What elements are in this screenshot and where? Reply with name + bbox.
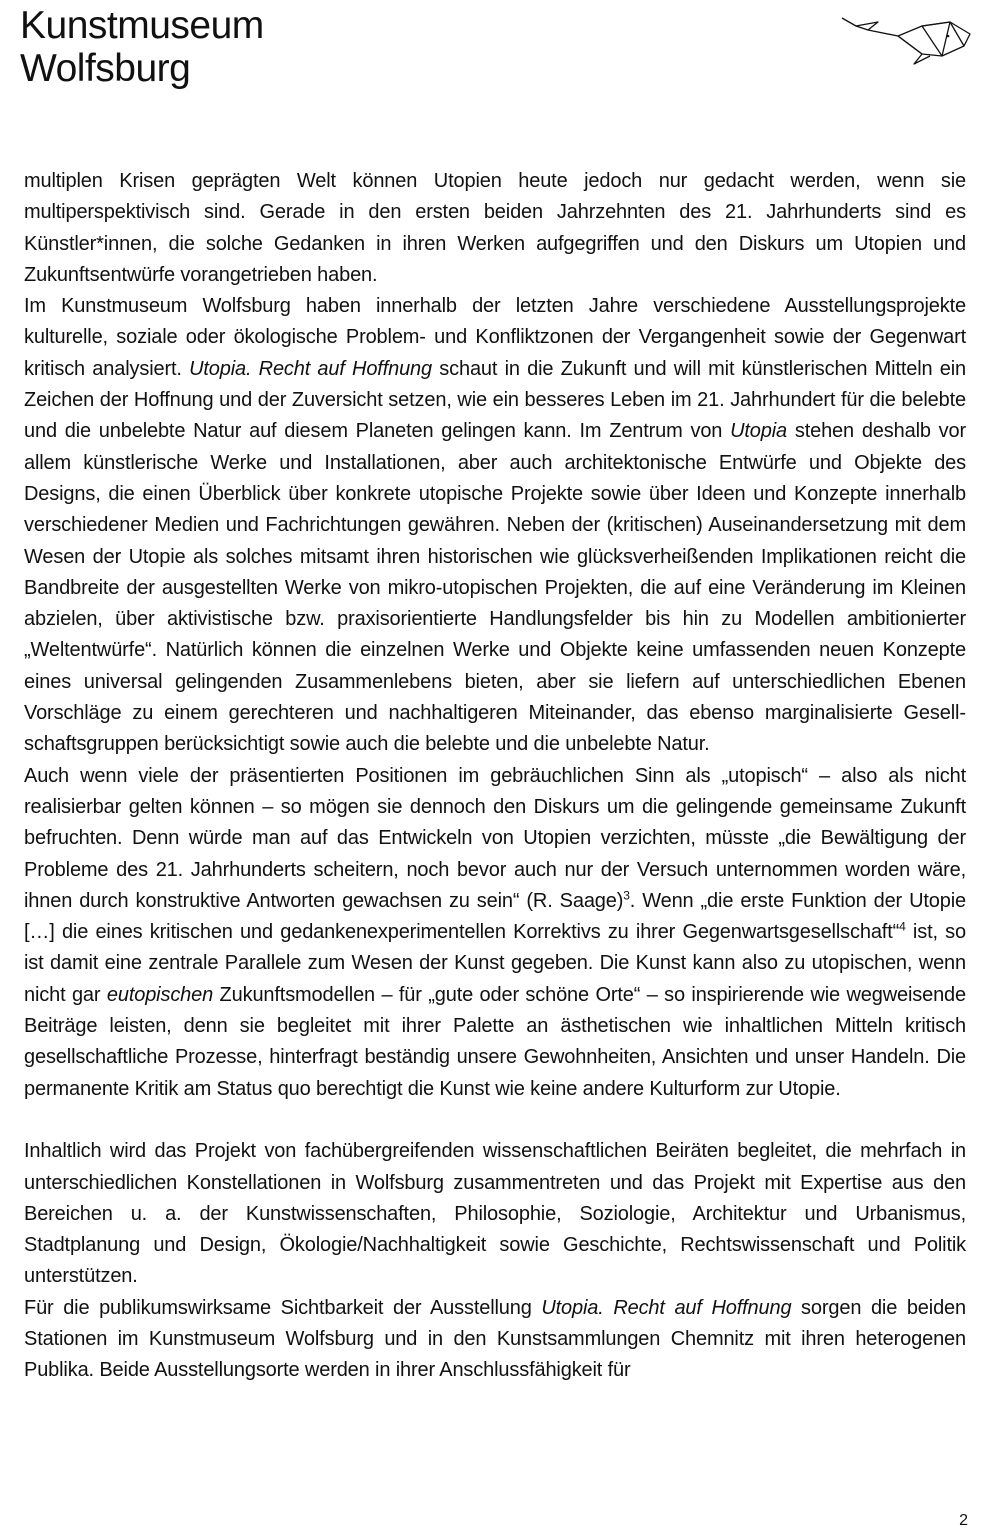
logo-line-1: Kunstmuseum [20,4,264,47]
footnote-reference: 4 [899,919,906,934]
logo-line-2: Wolfsburg [20,47,191,90]
paragraph [24,291,966,760]
text-run: Im Kunstmuseum Wolfsburg haben innerhalb der letzten Jahre verschiedene Ausstellungsprojekte kulturelle, soziale oder ökologische Problem- und Konfliktzonen der Vergangenheit sowie der Gegenwart kritisch analysiert. [24,295,966,380]
italic-text: Utopia [730,420,788,443]
text-run: ist, so ist damit eine zentrale Parallele zum Wesen der Kunst gegeben. Die Kunst kann also zu utopischen, wenn nicht gar [24,921,966,1006]
text-run: Auch wenn viele der präsentierten Positionen im gebräuchlichen Sinn als „utopisch“ – also als nicht realisierbar gelten können – so mögen sie dennoch den Diskurs um die gelingende gemeinsame Zukunft befruchten. Denn würde man auf das Entwickeln von Utopien verzichten, müsste „die Bewältigung der Probleme des 21. Jahrhunderts scheitern, noch bevor auch nur der Versuch unternommen worden wäre, ihnen durch konstruktive Antworten gewachsen zu sein“ (R. Saage) [24,764,966,912]
text-run: Inhaltlich wird das Projekt von fachübergreifenden wissenschaftlichen Beiräten begleitet, die mehrfach in unterschiedlichen Konstellationen in Wolfsburg zusammentreten und das Projekt mit Expertise aus den Bereichen u. a. der Kunstwissenschaften, Philosophie, Soziologie, Architektur und Urbanismus, Stadtplanung und Design, Ökologie/Nachhaltigkeit sowie Geschichte, Rechtswissenschaft und Politik unterstützen. [24,1140,966,1288]
text-run: . Wenn „die erste Funktion der Utopie […] die eines kritischen und gedankenexperimentellen Korrektivs zu ihrer Gegenwartsgesellschaft“ [24,889,966,944]
text-run: Zukunftsmodellen – für „gute oder schöne Orte“ – so inspirierende wie wegweisende Beiträge leisten, denn sie begleitet mit ihrer Palette an ästhetischen wie inhaltlichen Mitteln kritisch gesellschaftliche Prozesse, hinterfragt beständig unsere Gewohnheiten, Ansichten und unser Handeln. Die permanente Kritik am Status quo berechtigt die Kunst wie keine andere Kulturform zur Utopie. [24,983,966,1100]
whale-logo-icon [838,14,972,66]
text-run: sorgen die beiden Stationen im Kunstmuseum Wolfsburg und in den Kunstsammlungen Chemnitz mit ihren heterogenen Publika. Beide Ausstellungsorte werden in ihrer Anschlussfähigkeit für [24,1296,966,1382]
text-run: stehen deshalb vor allem künstlerische Werke und Installationen, aber auch architektonische Entwürfe und Objekte des Designs, die einen Überblick über konkrete utopische Projekte sowie über Ideen und Konzepte innerhalb verschiedener Medien und Fachrichtungen gewähren. Neben der (kritischen) Auseinandersetzung mit dem Wesen der Utopie als solches mitsamt ihren historischen wie glücksverheißenden Implikationen reicht die Bandbreite der ausgestellten Werke von mikro-utopischen Projekten, die auf eine Veränderung im Kleinen abzielen, über aktivistische bzw. praxisorientierte Handlungsfelder bis hin zu Modellen ambitionierter „Weltentwürfe“. Natürlich können die einzelnen Werke und Objekte keine umfassenden neuen Konzepte eines universal gelingenden Zusammenlebens bieten, aber sie liefern auf unterschiedlichen Ebenen Vorschläge zu einem gerechteren und nachhaltigeren Miteinander, das ebenso marginalisierte Gesellschaftsgruppen berücksichtigt sowie auch die belebte und die unbelebte Natur. [24,420,966,756]
italic-text: eutopischen [106,983,214,1006]
paragraph [24,166,966,291]
paragraph [24,1293,966,1387]
article-body [24,166,966,1387]
text-run: schaut in die Zukunft und will mit künstlerischen Mitteln ein Zeichen der Hoffnung und der Zuversicht setzen, wie ein besseres Leben im 21. Jahrhundert für die belebte und die unbelebte Natur auf diesem Planeten gelingen kann. Im Zentrum von [24,357,966,443]
page-number: 2 [959,1512,968,1529]
italic-text: Utopia. Recht auf Hoffnung [189,357,433,380]
footnote-reference: 3 [623,888,630,903]
paragraph [24,1136,966,1292]
paragraph [24,761,966,1105]
text-run: Für die publikumswirksame Sichtbarkeit der Ausstellung [24,1296,542,1319]
text-run: multiplen Krisen geprägten Welt können Utopien heute jedoch nur gedacht werden, wenn sie multiperspektivisch sind. Gerade in den ersten beiden Jahrzehnten des 21. Jahrhunderts sind es Künstler*innen, die solche Gedanken in ihren Werken aufgegriffen und den Diskurs um Utopien und Zukunftsentwürfe vorangetrieben haben. [24,170,966,286]
italic-text: Utopia. Recht auf Hoffnung [541,1296,792,1319]
museum-logo-wordmark [20,4,264,90]
